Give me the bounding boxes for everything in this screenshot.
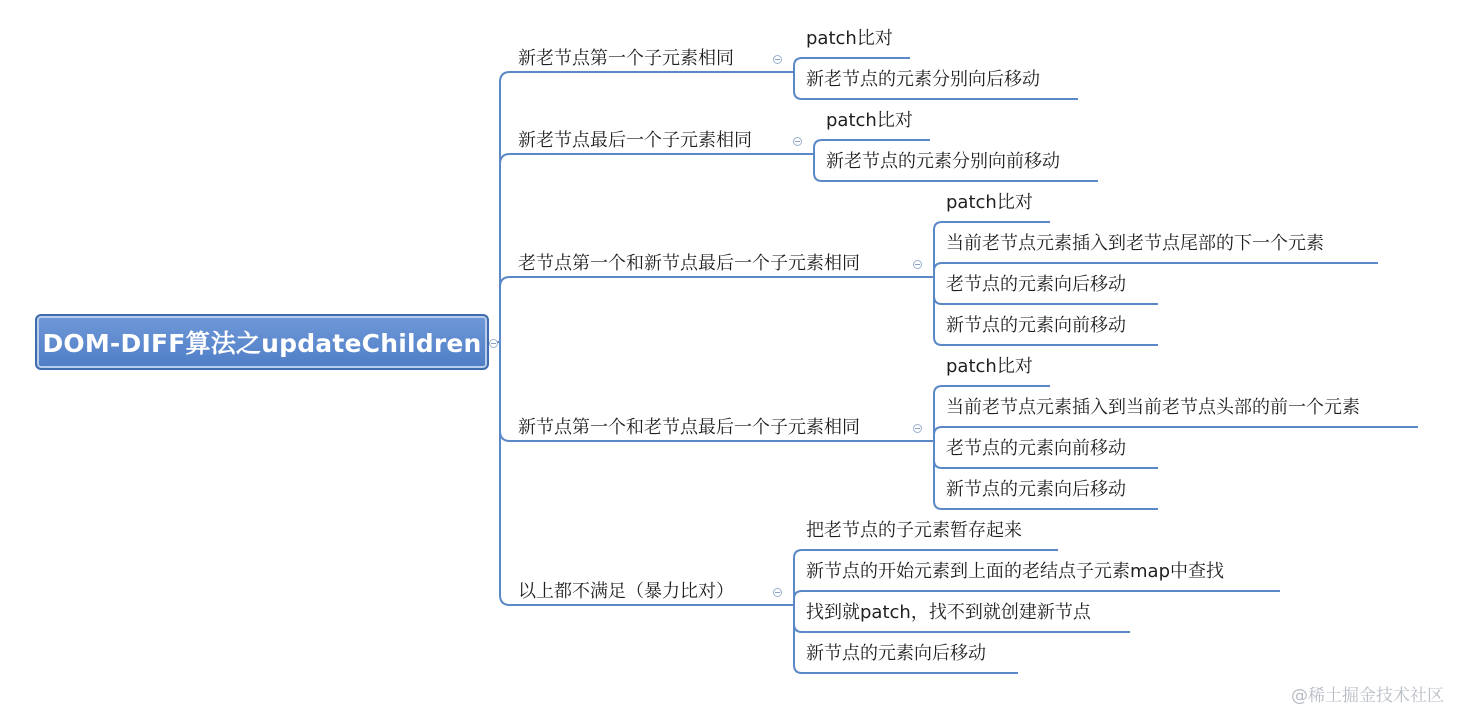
- collapse-icon[interactable]: [773, 588, 782, 597]
- leaf-topic[interactable]: patch比对: [946, 356, 1033, 377]
- collapse-icon[interactable]: [773, 55, 782, 64]
- leaf-topic[interactable]: 当前老节点元素插入到当前老节点头部的前一个元素: [946, 397, 1360, 418]
- leaf-topic[interactable]: 新节点的元素向前移动: [946, 315, 1126, 336]
- leaf-topic[interactable]: 新老节点的元素分别向后移动: [806, 69, 1040, 90]
- collapse-icon[interactable]: [793, 137, 802, 146]
- leaf-topic[interactable]: 老节点的元素向后移动: [946, 274, 1126, 295]
- leaf-topic[interactable]: 老节点的元素向前移动: [946, 438, 1126, 459]
- connector: [500, 154, 805, 342]
- branch-topic[interactable]: 以上都不满足（暴力比对）: [518, 581, 734, 602]
- leaf-topic[interactable]: 把老节点的子元素暂存起来: [806, 520, 1022, 541]
- branch-topic[interactable]: 新老节点第一个子元素相同: [518, 48, 734, 69]
- leaf-topic[interactable]: 新节点的元素向后移动: [946, 479, 1126, 500]
- connector: [500, 72, 785, 342]
- branch-topic[interactable]: 老节点第一个和新节点最后一个子元素相同: [518, 253, 860, 274]
- connector: [500, 342, 785, 605]
- leaf-topic[interactable]: patch比对: [946, 192, 1033, 213]
- leaf-topic[interactable]: 找到就patch，找不到就创建新节点: [806, 602, 1091, 623]
- branch-topic[interactable]: 新节点第一个和老节点最后一个子元素相同: [518, 417, 860, 438]
- leaf-topic[interactable]: 新老节点的元素分别向前移动: [826, 151, 1060, 172]
- collapse-icon[interactable]: [913, 424, 922, 433]
- collapse-icon[interactable]: [913, 260, 922, 269]
- leaf-topic[interactable]: patch比对: [826, 110, 913, 131]
- leaf-topic[interactable]: 当前老节点元素插入到老节点尾部的下一个元素: [946, 233, 1324, 254]
- leaf-topic[interactable]: patch比对: [806, 28, 893, 49]
- leaf-topic[interactable]: 新节点的开始元素到上面的老结点子元素map中查找: [806, 561, 1224, 582]
- branch-topic[interactable]: 新老节点最后一个子元素相同: [518, 130, 752, 151]
- connector: [500, 277, 925, 342]
- collapse-icon[interactable]: [489, 339, 498, 348]
- watermark: @稀土掘金技术社区: [1291, 686, 1444, 706]
- leaf-topic[interactable]: 新节点的元素向后移动: [806, 643, 986, 664]
- root-topic[interactable]: DOM-DIFF算法之updateChildren: [35, 314, 489, 370]
